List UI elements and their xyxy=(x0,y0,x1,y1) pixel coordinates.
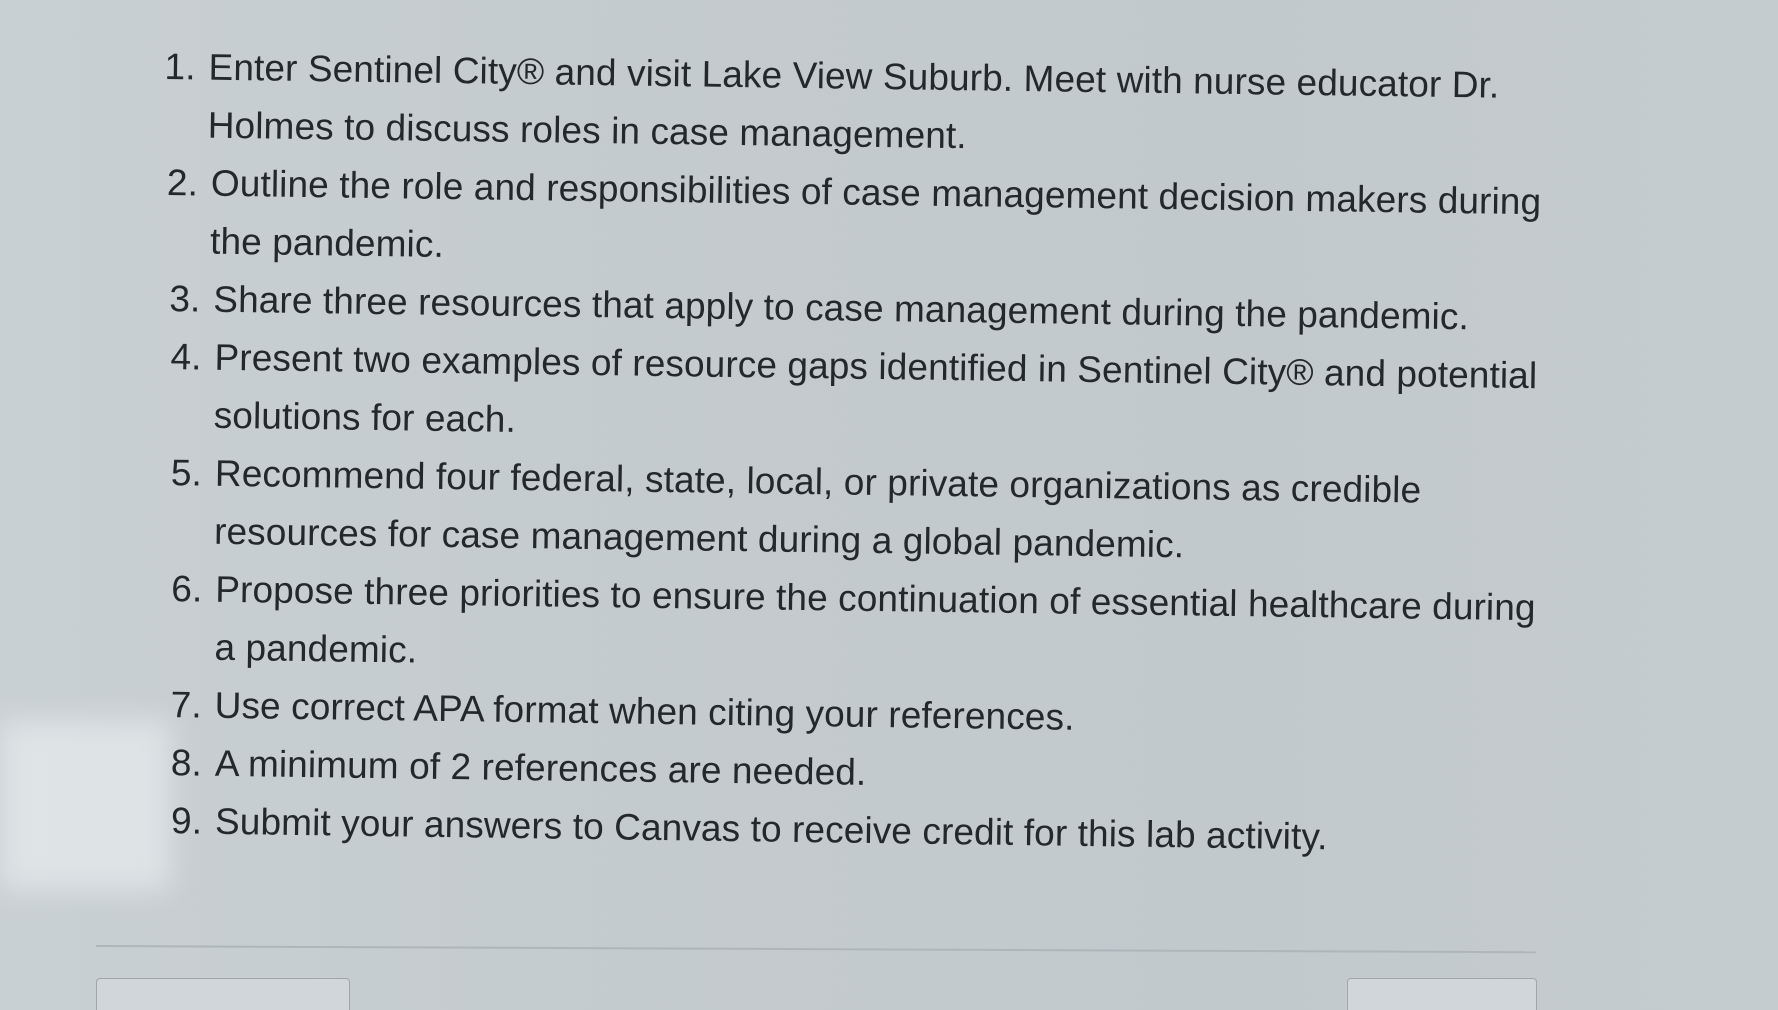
instruction-text: Present two examples of resource gaps identified in Sentinel City® and potential solutions for each. xyxy=(213,336,1538,440)
instruction-number: 3. xyxy=(169,278,201,320)
instruction-text: A minimum of 2 references are needed. xyxy=(214,742,867,793)
instruction-number: 8. xyxy=(170,742,203,784)
instructions-list xyxy=(154,38,1565,869)
instruction-text: Outline the role and responsibilities of case management decision makers during the pandemic. xyxy=(209,162,1542,265)
next-button[interactable] xyxy=(1347,978,1537,1010)
footer-divider xyxy=(96,945,1536,953)
instruction-item xyxy=(170,444,1559,579)
instruction-item xyxy=(169,328,1560,463)
instruction-number: 5. xyxy=(170,452,203,494)
instruction-text: Propose three priorities to ensure the continuation of essential healthcare during a pandemic. xyxy=(214,568,1536,671)
instruction-number: 6. xyxy=(171,568,203,610)
instruction-item xyxy=(170,560,1557,695)
screen-glare xyxy=(0,720,170,890)
instruction-item xyxy=(166,154,1563,289)
instruction-item xyxy=(163,38,1564,174)
instruction-text: Share three resources that apply to case management during the pandemic. xyxy=(213,278,1470,338)
instruction-text: Submit your answers to Canvas to receive credit for this lab activity. xyxy=(214,800,1328,858)
instruction-number: 9. xyxy=(170,800,203,842)
instruction-text: Recommend four federal, state, local, or private organizations as credible resources for case management during a global pandemic. xyxy=(213,452,1422,566)
instruction-number: 2. xyxy=(166,162,199,204)
instruction-text: Use correct APA format when citing your references. xyxy=(214,684,1075,738)
previous-button[interactable] xyxy=(96,978,350,1010)
instruction-number: 4. xyxy=(170,336,202,378)
instruction-text: Enter Sentinel City® and visit Lake View Suburb. Meet with nurse educator Dr. Holmes to discuss roles in case management. xyxy=(207,46,1500,157)
instruction-number: 1. xyxy=(164,45,196,88)
instruction-number: 7. xyxy=(170,684,203,726)
